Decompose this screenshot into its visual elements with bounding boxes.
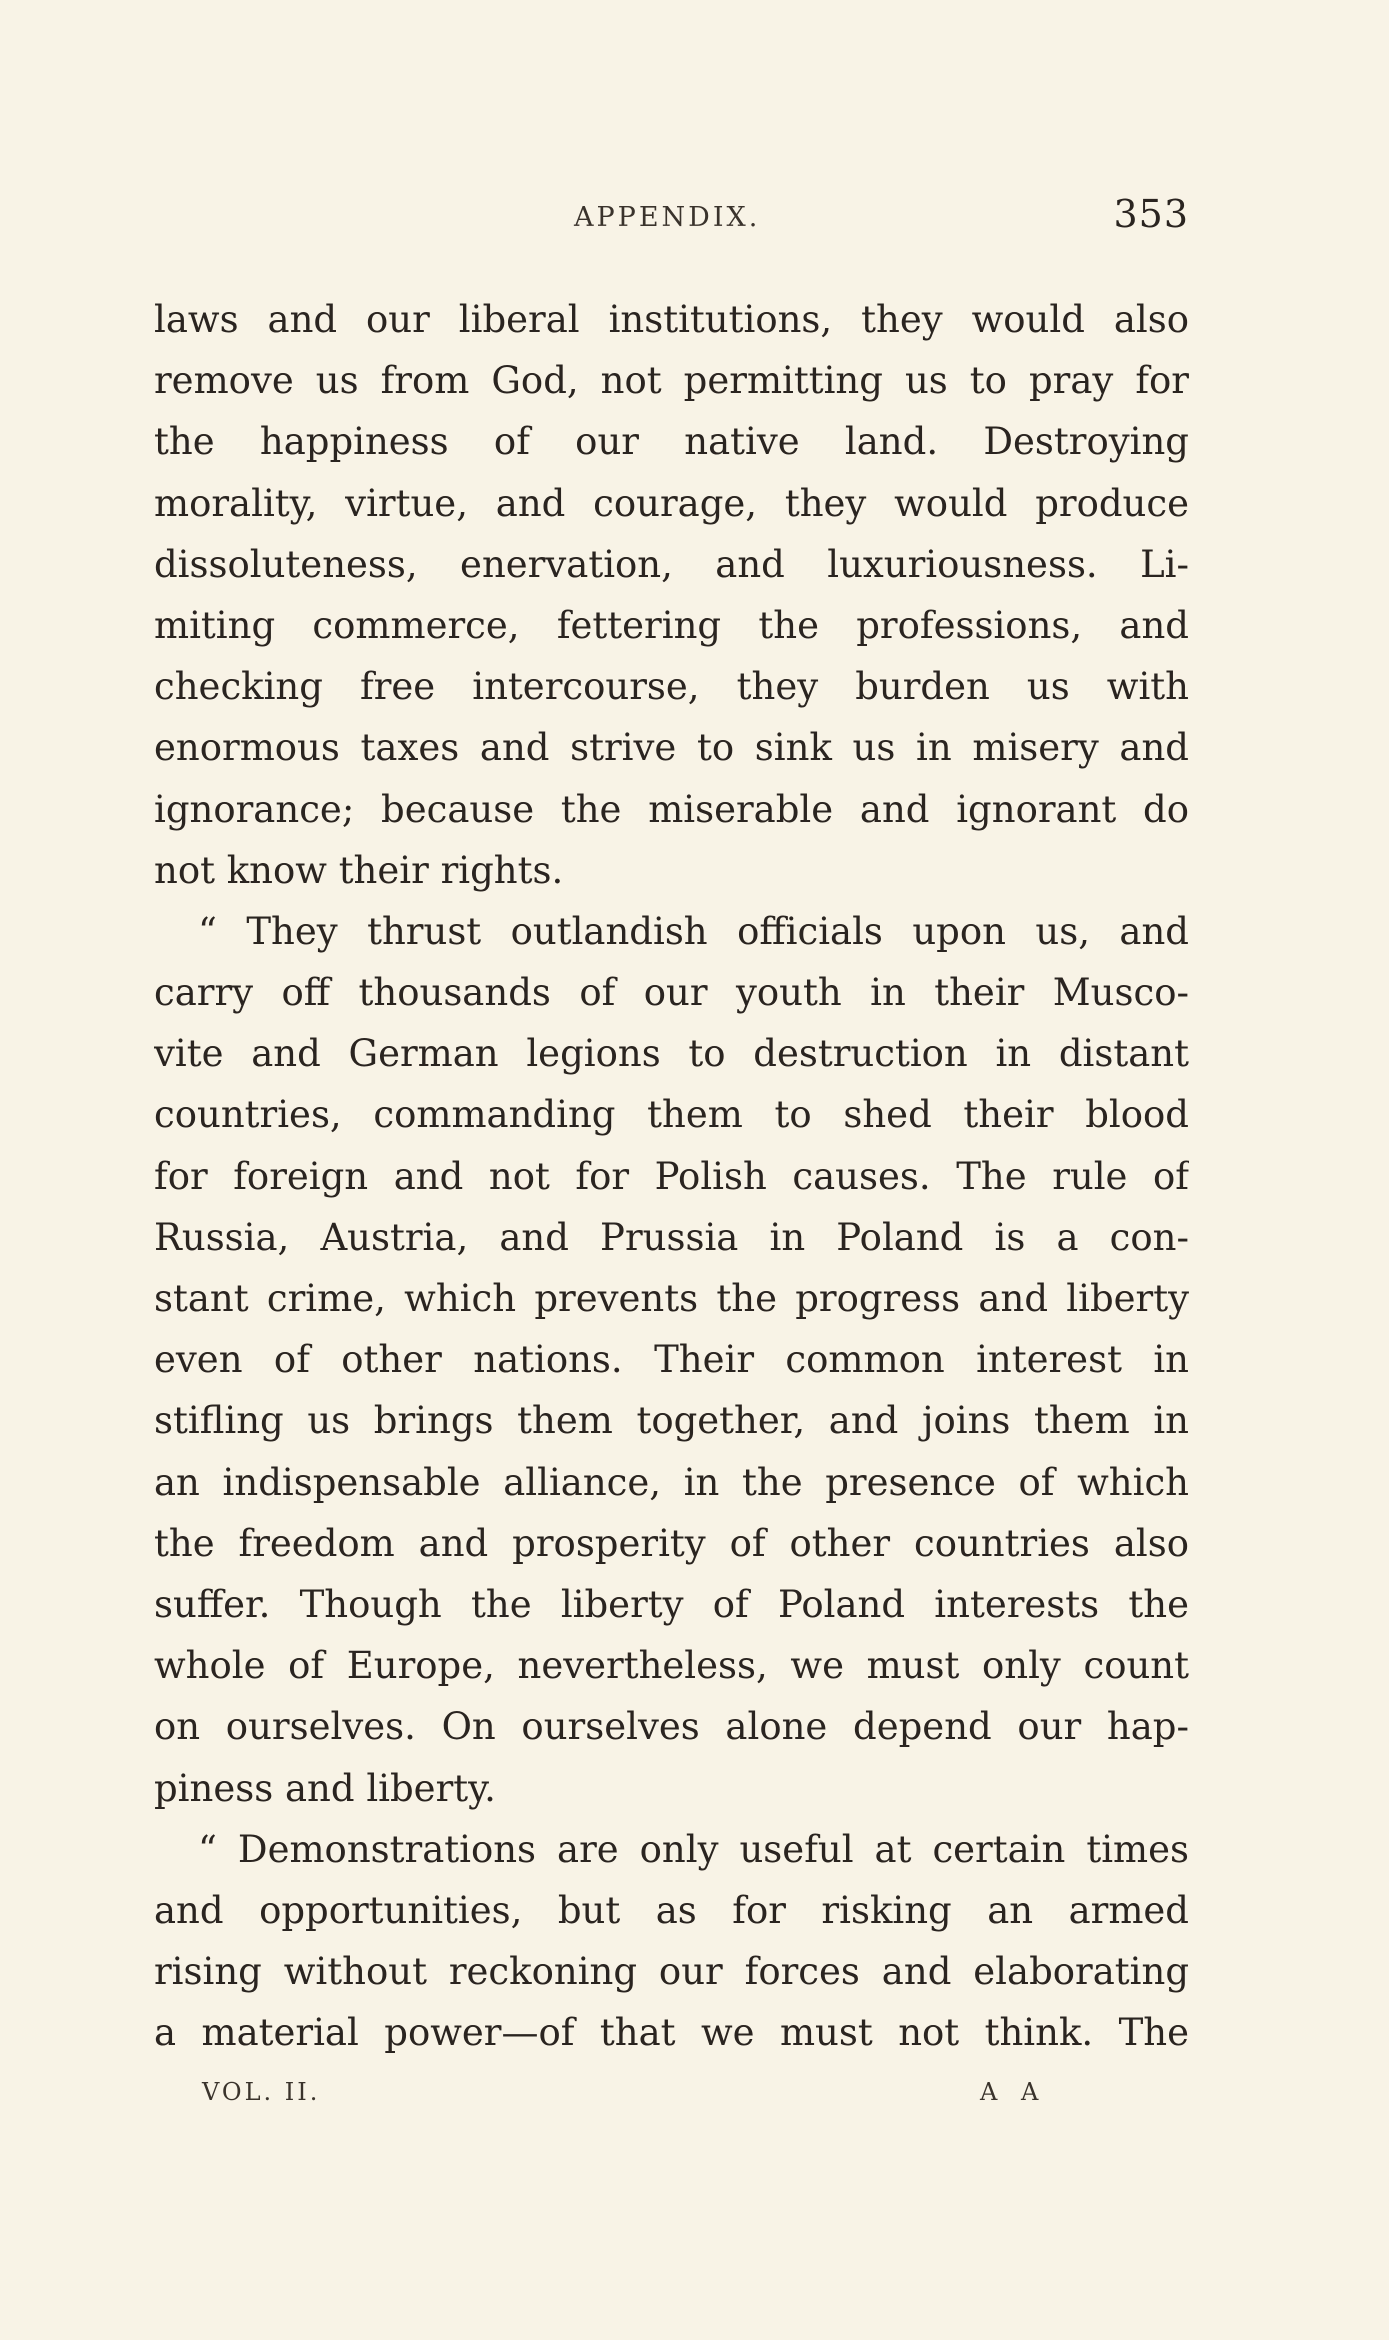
text-line: enormous taxes and strive to sink us in misery and [154,726,1189,770]
text-line: stifling us brings them together, and joins them in [154,1399,1189,1443]
page-header [154,192,1189,252]
text-line: for foreign and not for Polish causes. The rule of [154,1154,1189,1198]
text-line: the happiness of our native land. Destroying [154,420,1189,464]
running-head: APPENDIX. [574,202,761,233]
body-text [154,289,1189,2063]
text-line: carry off thousands of our youth in their Musco- [154,971,1189,1015]
text-line: Russia, Austria, and Prussia in Poland is a con- [154,1215,1189,1259]
paragraph-end-line: not know their rights. [154,848,564,892]
text-line: even of other nations. Their common interest in [154,1338,1189,1382]
volume-mark: VOL. II. [202,2078,321,2106]
signature-mark: A A [980,2078,1047,2106]
text-line: dissoluteness, enervation, and luxuriousness. Li- [154,542,1189,586]
page-number: 353 [1113,192,1189,236]
text-line: an indispensable alliance, in the presence of which [154,1460,1189,1504]
paragraph-end-line: piness and liberty. [154,1766,496,1810]
text-line: morality, virtue, and courage, they would produce [154,481,1189,525]
text-line: whole of Europe, nevertheless, we must only count [154,1644,1189,1688]
text-line: remove us from God, not permitting us to pray for [154,359,1189,403]
text-line: vite and German legions to destruction in distant [154,1032,1189,1076]
text-line: on ourselves. On ourselves alone depend our hap- [154,1705,1189,1749]
text-line: laws and our liberal institutions, they would also [154,298,1189,341]
text-line: and opportunities, but as for risking an armed [154,1888,1189,1932]
paragraph-start-line: “ Demonstrations are only useful at certain times [198,1827,1189,1871]
page-footer [154,2078,1189,2118]
text-line: ignorance; because the miserable and ignorant do [154,787,1189,831]
text-line: a material power—of that we must not think. The [154,2011,1189,2055]
text-line: suffer. Though the liberty of Poland interests the [154,1582,1189,1626]
text-line: countries, commanding them to shed their blood [154,1093,1189,1137]
paragraph-start-line: “ They thrust outlandish officials upon us, and [198,909,1189,953]
text-line: miting commerce, fettering the professions, and [154,603,1189,647]
text-line: the freedom and prosperity of other countries also [154,1521,1189,1565]
text-line: stant crime, which prevents the progress and liberty [154,1277,1189,1320]
text-line: rising without reckoning our forces and elaborating [154,1950,1189,1994]
text-line: checking free intercourse, they burden us with [154,665,1189,709]
